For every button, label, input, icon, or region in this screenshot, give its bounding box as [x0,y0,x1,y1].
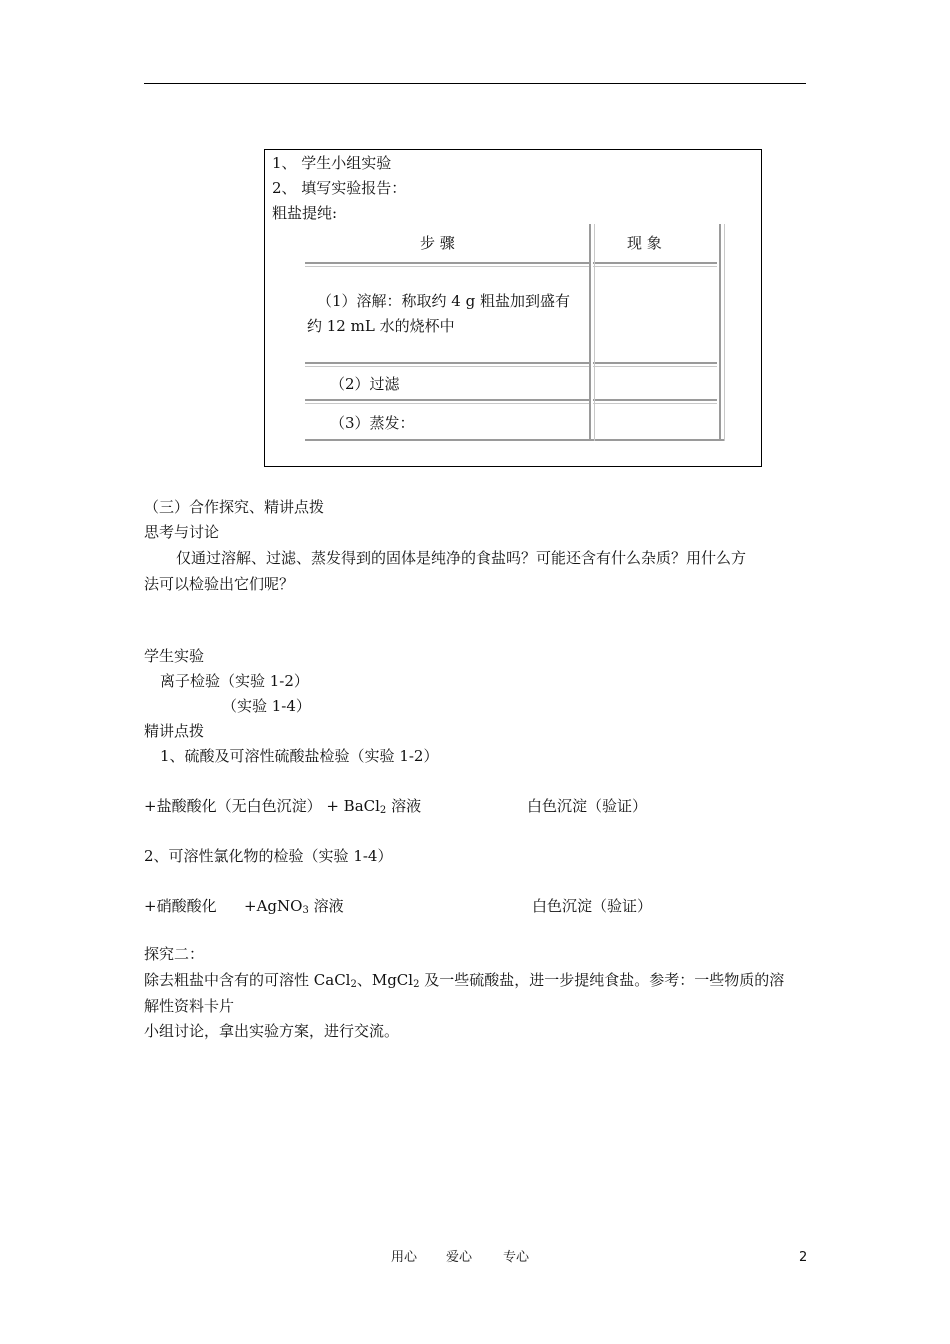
experiment-title: 学生实验 [144,647,205,665]
row-filter: （2）过滤 [330,375,400,393]
sulfate-test-result: 白色沉淀（验证） [527,797,648,815]
chloride-test-acid: +硝酸酸化 [144,897,217,915]
experiment-line-1: 离子检验（实验 1-2） [160,672,309,690]
row-dissolve-line-1: （1）溶解：称取约 4 g 粗盐加到盛有 [317,292,570,310]
footer-slogan-1: 用心 [391,1250,418,1265]
explore2-title: 探究二： [144,945,205,963]
page-number: 2 [799,1250,808,1265]
explore2-line-3: 小组讨论，拿出实验方案，进行交流。 [144,1022,400,1040]
chloride-test-result: 白色沉淀（验证） [532,897,653,915]
explore2-line-1: 除去粗盐中含有的可溶性 CaCl$_2$、MgCl$_2$ 及一些硫酸盐，进一步提纯食盐。参考：一些物质的溶 [144,971,785,990]
explain-title: 精讲点拨 [144,722,205,740]
header-step: 步 骤 [420,234,455,252]
section3-subtitle: 思考与讨论 [144,523,220,541]
row-evaporate: （3）蒸发： [330,414,415,432]
row-dissolve-line-2: 约 12 mL 水的烧杯中 [307,317,455,335]
experiment-line-2: （实验 1-4） [222,697,311,715]
box-line-3: 粗盐提纯: [272,204,338,222]
box-line-1: 1、 学生小组实验 [272,154,392,172]
explain-item-1: 1、硫酸及可溶性硫酸盐检验（实验 1-2） [160,747,439,765]
footer-slogan-2: 爱心 [446,1250,473,1265]
explore2-line-2: 解性资料卡片 [144,997,235,1015]
section3-title: （三）合作探究、精讲点拨 [144,498,325,516]
sulfate-test-reagents: +盐酸酸化（无白色沉淀） + BaCl$_2$ 溶液 [144,797,422,816]
discussion-line-1: 仅通过溶解、过滤、蒸发得到的固体是纯净的食盐吗？可能还含有什么杂质？用什么方 [176,549,747,567]
header-rule [144,83,806,84]
chloride-test-reagent: +AgNO$_3$ 溶液 [244,897,344,916]
discussion-line-2: 法可以检验出它们呢？ [144,575,295,593]
footer-slogan-3: 专心 [503,1250,530,1265]
header-phenomenon: 现 象 [627,234,662,252]
explain-item-2: 2、可溶性氯化物的检验（实验 1-4） [144,847,393,865]
box-line-2: 2、 填写实验报告： [272,179,407,197]
